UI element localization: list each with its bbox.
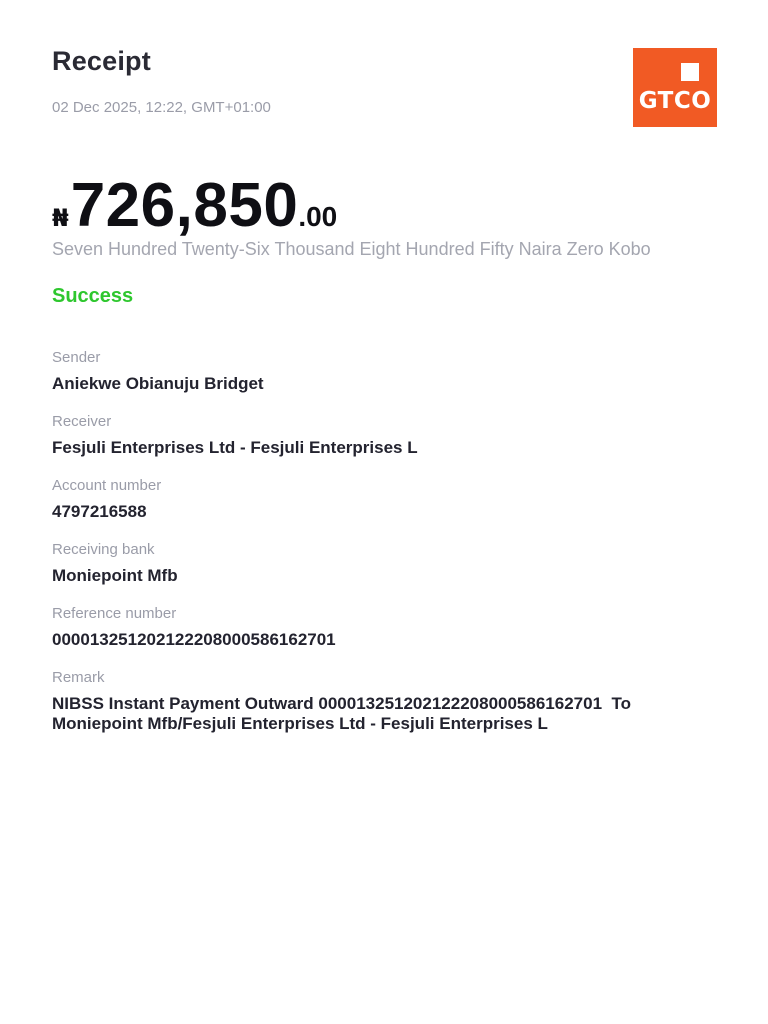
amount-integer: 726,850 [70, 171, 299, 240]
receiver-value: Fesjuli Enterprises Ltd - Fesjuli Enterprises L [52, 438, 418, 457]
reference-number-value: 000013251202122208000586162701 [52, 630, 336, 649]
remark-value: NIBSS Instant Payment Outward 000013251202122208000586162701 To Moniepoint Mfb/Fesjuli Enterprises Ltd - Fesjuli Enterprises L [52, 694, 631, 733]
receiver-label: Receiver [52, 413, 112, 430]
remark-field [52, 668, 722, 734]
gtco-logo [633, 48, 717, 127]
receiving-bank-label: Receiving bank [52, 541, 155, 558]
transaction-details [52, 348, 722, 752]
status-text: Success [52, 285, 134, 307]
logo-square-icon [681, 63, 699, 81]
naira-symbol: ₦ [52, 204, 69, 232]
reference-number-field [52, 604, 722, 650]
sender-label: Sender [52, 349, 101, 366]
amount-in-words: Seven Hundred Twenty-Six Thousand Eight Hundred Fifty Naira Zero Kobo [52, 239, 651, 259]
logo-text: GTCO [638, 88, 712, 114]
receiver-field [52, 412, 722, 458]
page-title: Receipt [52, 46, 151, 76]
transaction-datetime: 02 Dec 2025, 12:22, GMT+01:00 [52, 99, 271, 116]
amount-display [52, 170, 337, 240]
amount-decimal: .00 [298, 201, 338, 232]
receiving-bank-value: Moniepoint Mfb [52, 566, 178, 585]
account-number-field [52, 476, 722, 522]
account-number-value: 4797216588 [52, 502, 147, 521]
sender-value: Aniekwe Obianuju Bridget [52, 374, 264, 393]
remark-label: Remark [52, 669, 105, 686]
receiving-bank-field [52, 540, 722, 586]
account-number-label: Account number [52, 477, 162, 494]
sender-field [52, 348, 722, 394]
reference-number-label: Reference number [52, 605, 177, 622]
